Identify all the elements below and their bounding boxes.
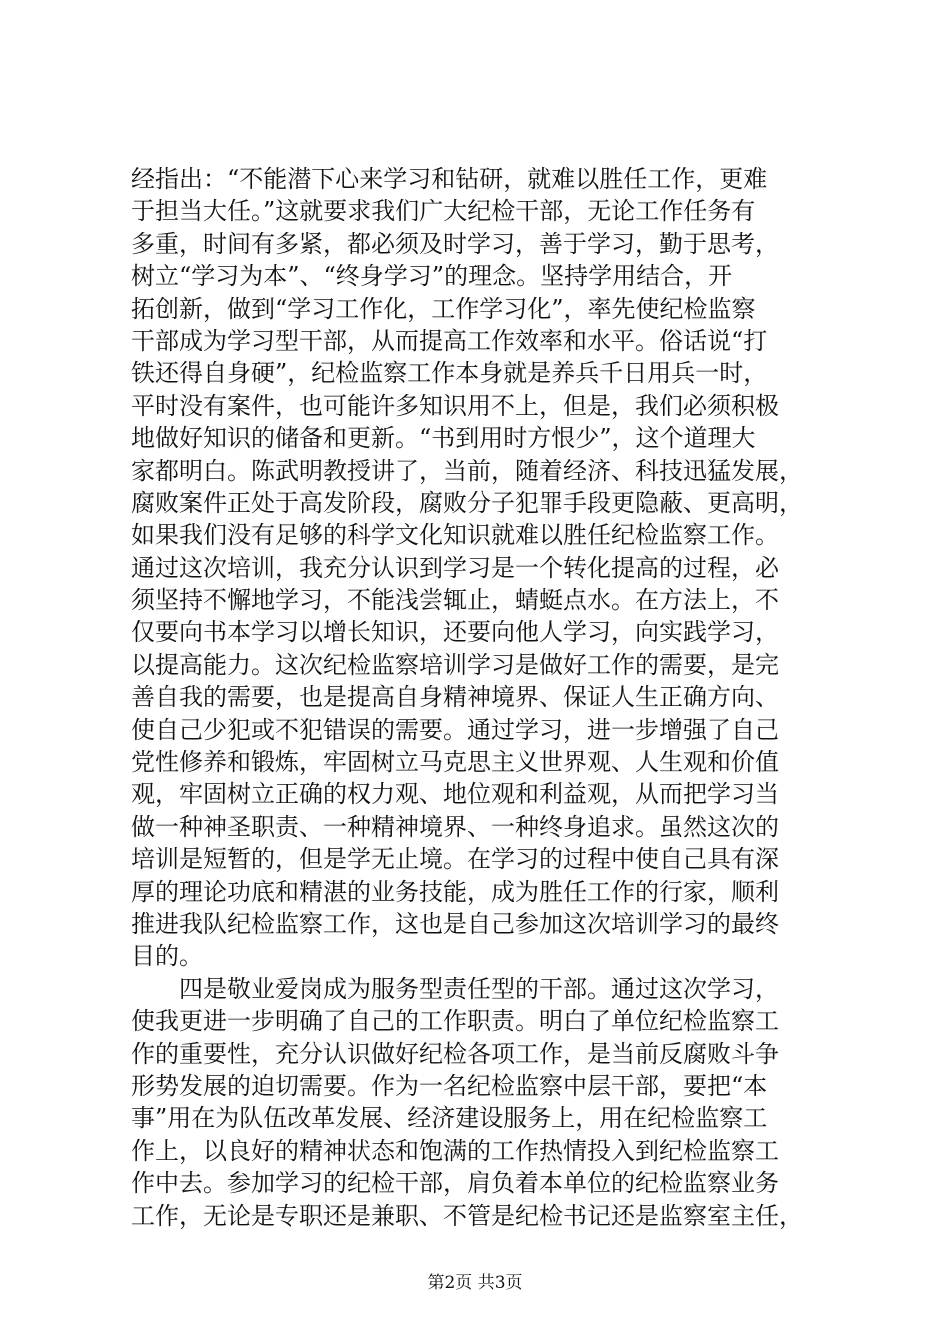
text-line: 作上，以良好的精神状态和饱满的工作热情投入到纪检监察工	[131, 1136, 779, 1165]
text-line: 使我更进一步明确了自己的工作职责。明白了单位纪检监察工	[131, 1007, 779, 1036]
text-line: 培训是短暂的，但是学无止境。在学习的过程中使自己具有深	[131, 845, 779, 874]
text-line: 如果我们没有足够的科学文化知识就难以胜任纪检监察工作。	[131, 521, 779, 550]
text-line: 推进我队纪检监察工作，这也是自己参加这次培训学习的最终	[131, 909, 779, 938]
text-line: 善自我的需要，也是提高自身精神境界、保证人生正确方向、	[131, 683, 779, 712]
text-line: 作的重要性，充分认识做好纪检各项工作，是当前反腐败斗争	[131, 1039, 779, 1068]
text-line: 四是敬业爱岗成为服务型责任型的干部。通过这次学习，	[131, 974, 779, 1003]
text-line: 形势发展的迫切需要。作为一名纪检监察中层干部，要把“本	[131, 1071, 768, 1100]
text-line: 事”用在为队伍改革发展、经济建设服务上，用在纪检监察工	[131, 1104, 768, 1133]
text-line: 工作，无论是专职还是兼职、不管是纪检书记还是监察室主任，	[131, 1201, 803, 1230]
text-line: 经指出：“不能潜下心来学习和钻研，就难以胜任工作，更难	[131, 165, 768, 193]
text-line: 干部成为学习型干部，从而提高工作效率和水平。俗话说“打	[131, 326, 768, 355]
text-line: 使自己少犯或不犯错误的需要。通过学习，进一步增强了自己	[131, 715, 779, 744]
text-line: 铁还得自身硬”，纪检监察工作本身就是养兵千日用兵一时，	[131, 359, 768, 388]
text-line: 作中去。参加学习的纪检干部，肩负着本单位的纪检监察业务	[131, 1169, 779, 1198]
text-line: 多重，时间有多紧，都必须及时学习，善于学习，勤于思考，	[131, 229, 779, 258]
text-line: 家都明白。陈武明教授讲了，当前，随着经济、科技迅猛发展，	[131, 456, 803, 485]
text-line: 通过这次培训，我充分认识到学习是一个转化提高的过程，必	[131, 553, 779, 582]
text-line: 于担当大任。”这就要求我们广大纪检干部，无论工作任务有	[131, 197, 756, 226]
text-line: 观，牢固树立正确的权力观、地位观和利益观，从而把学习当	[131, 780, 779, 809]
text-line: 党性修养和锻炼，牢固树立马克思主义世界观、人生观和价值	[131, 748, 779, 777]
text-line: 须坚持不懈地学习，不能浅尝辄止，蜻蜓点水。在方法上，不	[131, 586, 779, 615]
text-line: 做一种神圣职责、一种精神境界、一种终身追求。虽然这次的	[131, 812, 779, 841]
text-line: 仅要向书本学习以增长知识，还要向他人学习，向实践学习，	[131, 618, 779, 647]
page-footer: 第2页 共3页	[427, 1273, 523, 1293]
text-line: 以提高能力。这次纪检监察培训学习是做好工作的需要，是完	[131, 650, 779, 679]
text-line: 地做好知识的储备和更新。“书到用时方恨少”，这个道理大	[131, 424, 756, 453]
body-text	[131, 163, 831, 1232]
text-line: 腐败案件正处于高发阶段，腐败分子犯罪手段更隐蔽、更高明，	[131, 488, 803, 517]
text-line: 目的。	[131, 942, 203, 971]
text-line: 拓创新，做到“学习工作化，工作学习化”，率先使纪检监察	[131, 294, 756, 323]
text-line: 树立“学习为本”、“终身学习”的理念。坚持学用结合，开	[131, 262, 733, 291]
text-line: 平时没有案件，也可能许多知识用不上，但是，我们必须积极	[131, 391, 779, 420]
text-line: 厚的理论功底和精湛的业务技能，成为胜任工作的行家，顺利	[131, 877, 779, 906]
